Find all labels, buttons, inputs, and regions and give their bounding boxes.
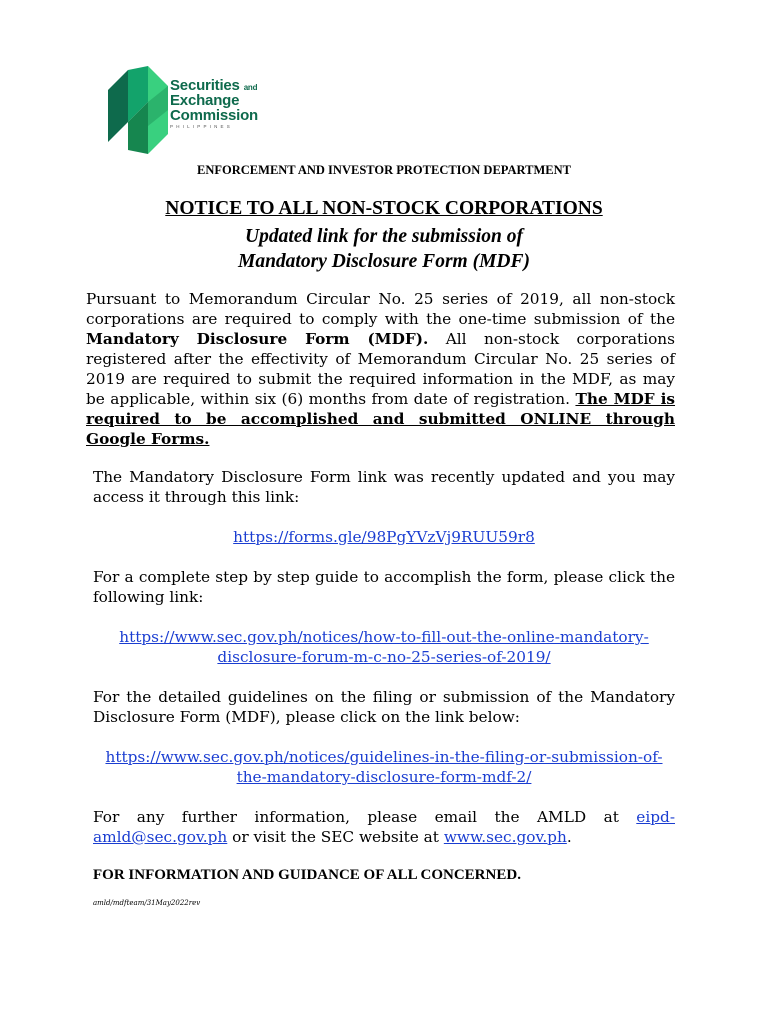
sec-website-link[interactable]: www.sec.gov.ph [443,828,567,846]
logo-line-commission: Commission [170,107,259,124]
para1-text-2: All non-stock corporations registered after the effectivity of Memorandum Circular No. 25 series of 2019 are required to submit the required information in the MDF, as may be applicable, within six (6) months from date of registration. [86,330,675,408]
amld-email-link[interactable]: eipd-amld@sec.gov.ph [93,808,675,846]
department-name: ENFORCEMENT AND INVESTOR PROTECTION DEPARTMENT [197,163,571,177]
subtitle-line-1: Updated link for the submission of [245,226,523,247]
guidelines-link[interactable] [105,748,662,786]
closing-statement: FOR INFORMATION AND GUIDANCE OF ALL CONCERNED. [93,867,521,883]
notice-subtitle [0,224,768,274]
paragraph-step-guide: For a complete step by step guide to accomplish the form, please click the following link: [93,568,675,606]
mdf-form-link[interactable]: https://forms.gle/98PgYVzVj9RUU59r8 [233,528,535,546]
para1-text-1: Pursuant to Memorandum Circular No. 25 series of 2019, all non-stock corporations are required to comply with the one-time submission of the [86,290,675,328]
paragraph-guidelines: For the detailed guidelines on the filing or submission of the Mandatory Disclosure Form (MDF), please click on the link below: [93,688,675,726]
paragraph-updated-link: The Mandatory Disclosure Form link was recently updated and you may access it through this link: [93,468,675,506]
paragraph-contact [93,807,675,847]
logo-and: and [243,83,258,92]
step-guide-link[interactable] [119,628,649,666]
notice-title: NOTICE TO ALL NON-STOCK CORPORATIONS [165,198,603,219]
para1-bold-mdf: Mandatory Disclosure Form (MDF). [86,330,429,348]
logo-line-exchange: Exchange [170,92,240,109]
logo-line-securities: Securities [170,77,240,94]
guidelines-link-line-1: https://www.sec.gov.ph/notices/guidelines-in-the-filing-or-submission-of- [105,748,663,766]
contact-text-2: or visit the SEC website at [227,828,444,846]
subtitle-line-2: Mandatory Disclosure Form (MDF) [238,251,530,272]
contact-text-3: . [566,828,572,846]
guidelines-link-line-2: the-mandatory-disclosure-form-mdf-2/ [236,768,532,786]
step-guide-link-line-1: https://www.sec.gov.ph/notices/how-to-fill-out-the-online-mandatory- [119,628,649,646]
step-guide-link-row [86,627,682,667]
step-guide-link-line-2: disclosure-forum-m-c-no-25-series-of-2019/ [217,648,551,666]
para1-bold-online-requirement: The MDF is required to be accomplished and submitted ONLINE through Google Forms. [86,390,676,448]
guidelines-link-row [86,747,682,787]
paragraph-memorandum [86,289,675,449]
sec-logo-wordmark [170,78,258,130]
document-reference: amld/mdfteam/31May2022rev [93,899,201,907]
sec-logo-mark-icon [104,62,174,158]
logo-line-philippines: PHILIPPINES [170,124,233,129]
contact-text-1: For any further information, please email the AMLD at [93,808,637,826]
mdf-form-link-row [86,527,682,547]
